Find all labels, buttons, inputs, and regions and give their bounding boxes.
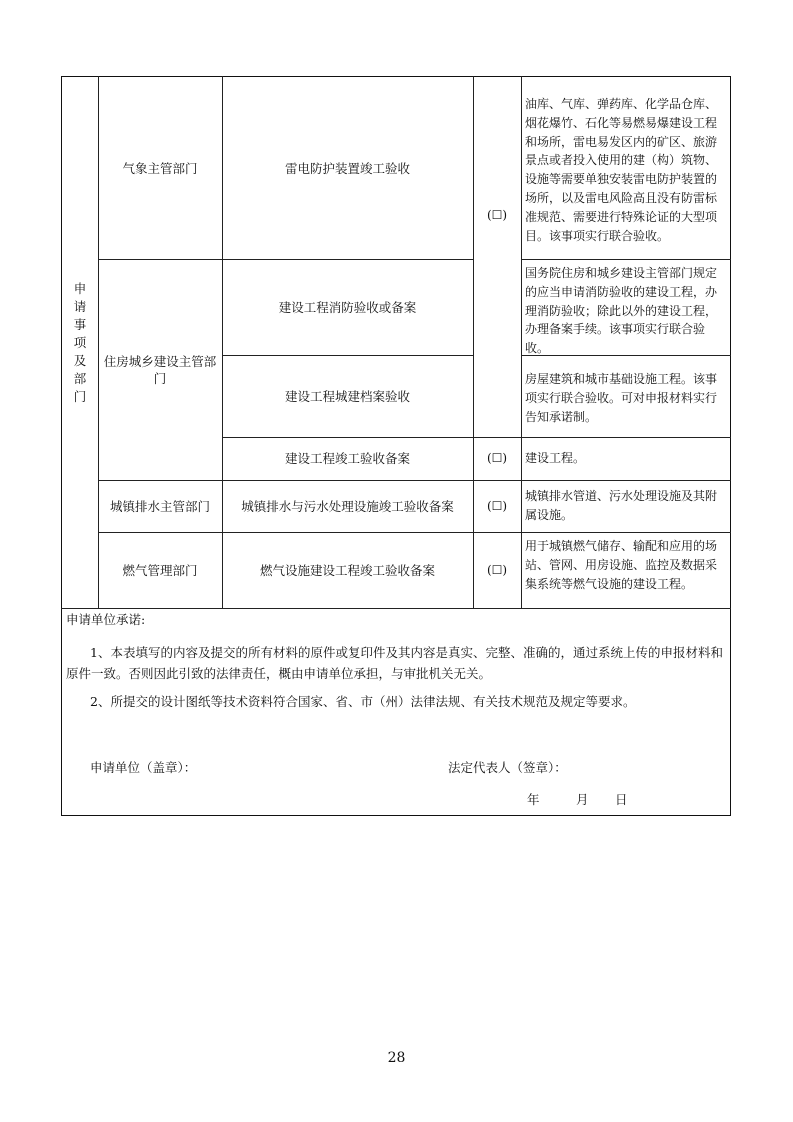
- item-text: 雷电防护装置竣工验收: [284, 160, 410, 176]
- note-cell: [521, 95, 731, 245]
- legal-rep-signature-label: 法定代表人（签章）：: [448, 760, 567, 775]
- item-cell: [222, 437, 473, 480]
- commitment-item-2: 2、所提交的设计图纸等技术资料符合国家、省、市（州）法律法规、有关技术规范及规定等要求。: [90, 694, 636, 709]
- note-cell: [521, 370, 731, 426]
- department-text: 气象主管部门: [122, 160, 198, 176]
- checkbox[interactable]: (☐): [486, 498, 508, 513]
- department-text: 城镇排水主管部门: [109, 498, 210, 514]
- section-label-text: 申请事项及部门: [73, 280, 87, 404]
- date-month: 月: [576, 792, 589, 807]
- page-number: 28: [387, 1050, 406, 1066]
- note-text: 用于城镇燃气储存、输配和应用的场站、管网、用房设施、监控及数据采集系统等燃气设施的建设工程。: [525, 539, 718, 591]
- checkbox[interactable]: (☐): [486, 207, 508, 222]
- checkbox[interactable]: (☐): [486, 562, 508, 577]
- note-cell: [521, 537, 731, 593]
- item-cell: [222, 532, 473, 608]
- note-cell: [521, 487, 731, 525]
- section-label: [62, 77, 98, 608]
- applicant-seal-label: 申请单位（盖章）：: [90, 760, 197, 775]
- date-day: 日: [615, 792, 628, 807]
- department-cell: [98, 532, 222, 608]
- commitment-item-1: 1、本表填写的内容及提交的所有材料的原件或复印件及其内容是真实、完整、准确的，通过系统上传的申报材料和原件一致。否则因此引致的法律责任，概由申请单位承担，与审批机关无关。: [66, 645, 723, 681]
- note-text: 国务院住房和城乡建设主管部门规定的应当申请消防验收的建设工程，办理消防验收；除此以外的建设工程，办理备案手续。该事项实行联合验收。: [525, 266, 718, 356]
- note-text: 城镇排水管道、污水处理设施及其附属设施。: [525, 489, 718, 522]
- item-text: 燃气设施建设工程竣工验收备案: [259, 562, 435, 578]
- checkbox-cell[interactable]: [473, 437, 521, 480]
- department-cell: [98, 480, 222, 532]
- department-cell: [98, 259, 222, 480]
- note-text: 建设工程。: [525, 451, 586, 466]
- department-cell: [98, 77, 222, 259]
- item-cell: [222, 259, 473, 355]
- checkbox-cell[interactable]: [473, 140, 521, 290]
- note-cell: [521, 264, 731, 358]
- item-text: 建设工程消防验收或备案: [278, 299, 417, 315]
- row-divider: [521, 259, 731, 260]
- item-text: 建设工程竣工验收备案: [284, 451, 410, 466]
- department-text: 住房城乡建设主管部门: [103, 353, 217, 386]
- checkbox-cell[interactable]: [473, 532, 521, 608]
- item-cell: [222, 77, 473, 259]
- checkbox[interactable]: (☐): [486, 451, 508, 465]
- note-cell: [521, 437, 731, 480]
- note-text: 房屋建筑和城市基础设施工程。该事项实行联合验收。可对申报材料实行告知承诺制。: [525, 372, 718, 424]
- item-text: 建设工程城建档案验收: [284, 388, 410, 404]
- item-text: 城镇排水与污水处理设施竣工验收备案: [241, 498, 454, 514]
- item-cell: [222, 480, 473, 532]
- department-text: 燃气管理部门: [122, 562, 198, 578]
- note-text: 油库、气库、弹药库、化学品仓库、烟花爆竹、石化等易燃易爆建设工程和场所，雷电易发区内的矿区、旅游景点或者投入使用的建（构）筑物、设施等需要单独安装雷电防护装置的场所，以及雷电风险高且没有防雷标准规范、需要进行特殊论证的大型项目。该事项实行联合验收。: [525, 97, 718, 243]
- date-year: 年: [527, 792, 540, 807]
- item-cell: [222, 355, 473, 437]
- commitment-heading: 申请单位承诺:: [66, 612, 146, 627]
- row-divider: [61, 608, 731, 609]
- checkbox-cell[interactable]: [473, 480, 521, 532]
